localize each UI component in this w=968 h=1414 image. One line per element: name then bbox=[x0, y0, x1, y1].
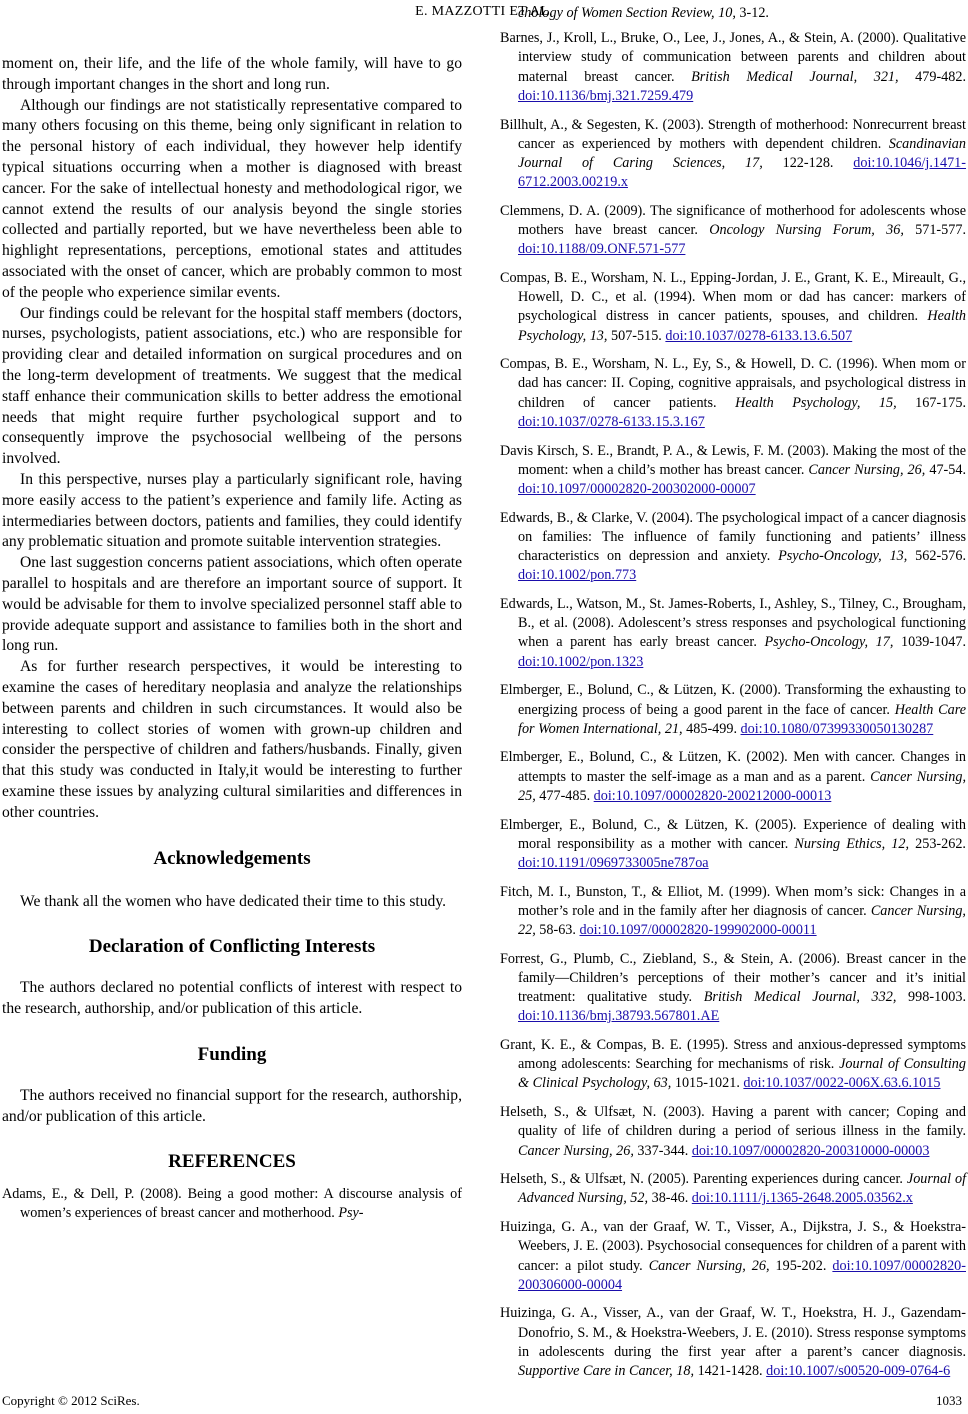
reference-pages: 3-12. bbox=[735, 5, 769, 21]
reference-entry bbox=[500, 1036, 966, 1094]
page-number: 1033 bbox=[936, 1393, 962, 1408]
doi-link[interactable]: doi:10.1097/00002820-199902000-00011 bbox=[579, 922, 817, 939]
reference-pages: 1015-1021. bbox=[671, 1075, 744, 1092]
reference-pages: 485-499. bbox=[682, 720, 741, 737]
reference-text: Elmberger, E., Bolund, C., & Lützen, K. (2005). Experience of dealing with moral responsibility as a mother with cancer. bbox=[500, 816, 966, 852]
doi-link[interactable]: doi:10.1037/0022-006X.63.6.1015 bbox=[743, 1075, 941, 1092]
funding-text: The authors received no financial support for the research, authorship, and/or publication of this article. bbox=[2, 1087, 462, 1126]
reference-text: Edwards, B., & Clarke, V. (2004). The psychological impact of a cancer diagnosis on families: The influence of family functioning and patients’ illness characteristics on depression and anxiety. bbox=[500, 509, 966, 565]
reference-entry bbox=[500, 442, 966, 500]
reference-journal: British Medical Journal, 321, bbox=[691, 68, 899, 85]
reference-journal: Psy- bbox=[338, 1204, 364, 1221]
reference-journal: Health Psychology, 13, bbox=[518, 308, 966, 344]
reference-text: Clemmens, D. A. (2009). The significance of motherhood for adolescents whose mothers have breast cancer. bbox=[500, 202, 966, 239]
reference-entry bbox=[500, 1304, 966, 1381]
doi-link[interactable]: doi:10.1111/j.1365-2648.2005.03562.x bbox=[691, 1190, 913, 1207]
reference-pages: 167-175. bbox=[896, 394, 966, 411]
reference-pages: 507-515. bbox=[607, 327, 666, 344]
doi-link[interactable]: doi:10.1191/0969733005ne787oa bbox=[518, 854, 709, 871]
doi-link[interactable]: doi:10.1097/00002820-200310000-00003 bbox=[691, 1142, 930, 1159]
reference-text: Elmberger, E., Bolund, C., & Lützen, K. (2002). Men with cancer. Changes in attempts to master the self-image as a man and as a parent. bbox=[500, 749, 966, 785]
reference-journal: Journal of Consulting & Clinical Psychology, 63, bbox=[518, 1056, 966, 1092]
copyright-footer: Copyright © 2012 SciRes. bbox=[2, 1393, 140, 1408]
reference-entry bbox=[500, 202, 966, 260]
reference-text: Billhult, A., & Segesten, K. (2003). Strength of motherhood: Nonrecurrent breast cancer as experienced by mothers with dependent children. bbox=[500, 116, 966, 152]
doi-link[interactable]: doi:10.1097/00002820-200212000-00013 bbox=[593, 787, 832, 804]
reference-pages: 562-576. bbox=[907, 548, 966, 565]
reference-journal: Nursing Ethics, 12, bbox=[794, 835, 910, 852]
reference-continuation bbox=[500, 4, 966, 23]
reference-text: Helseth, S., & Ulfsæt, N. (2003). Having a parent with cancer; Coping and quality of life of children during a period of serious illness in the family. bbox=[500, 1104, 966, 1140]
reference-entry bbox=[500, 116, 966, 193]
reference-text: Davis Kirsch, S. E., Brandt, P. A., & Lewis, F. M. (2003). Making the most of the moment: when a child’s mother has breast cancer. bbox=[500, 442, 966, 478]
doi-link[interactable]: doi:10.1002/pon.773 bbox=[518, 567, 637, 584]
reference-text: Huizinga, G. A., Visser, A., van der Graaf, W. T., Hoekstra, H. J., Gazendam-Donofrio, S. M., & Hoekstra-Weebers, J. E. (2010). Stress response symptoms in adolescents during the first year after a parent’s cancer diagnosis. bbox=[500, 1305, 966, 1360]
reference-entry bbox=[500, 1218, 966, 1295]
reference-entry bbox=[500, 1103, 966, 1161]
reference-text: Fitch, M. I., Bunston, T., & Elliot, M. (1999). When mom’s sick: Changes in a mother’s role and in the family after her diagnosis of cancer. bbox=[500, 883, 966, 919]
reference-journal: British Medical Journal, 332, bbox=[703, 989, 897, 1006]
reference-pages: 571-577. bbox=[903, 222, 966, 239]
reference-pages: 998-1003. bbox=[896, 989, 966, 1006]
reference-entry bbox=[500, 681, 966, 739]
reference-text: Edwards, L., Watson, M., St. James-Roberts, I., Ashley, S., Tilney, C., Brougham, B., et al. (2008). Adolescent’s stress responses and psychological functioning when a parent has early breast cancer. bbox=[500, 595, 966, 651]
reference-text: Compas, B. E., Worsham, N. L., Epping-Jordan, J. E., Grant, K. E., Mireault, G., Howell, D. C., et al. (1994). When mom or dad has cancer: markers of psychological distress in cancer patients, spouses, and children. bbox=[500, 269, 966, 325]
reference-entry bbox=[500, 748, 966, 806]
doi-link[interactable]: doi:10.1136/bmj.38793.567801.AE bbox=[518, 1008, 720, 1025]
body-paragraph: Although our findings are not statistically representative compared to many others focusing on this theme, being only significant in relation to the personal history of each individual, they however help identify typical situations occurring when a mother is diagnosed with breast cancer. For the sake of intellectual honesty and methodological rigor, we cannot extend the results of our analysis beyond the single stories collected and partially reported, but we have nevertheless been able to highlight representations, perceptions, emotional states and attitudes associated with the onset of cancer, which are probably common to most of the people who experience similar events. bbox=[2, 96, 462, 301]
reference-pages: 122-128. bbox=[762, 154, 854, 171]
reference-pages: 477-485. bbox=[535, 787, 594, 804]
reference-text: Huizinga, G. A., van der Graaf, W. T., Visser, A., Dijkstra, J. S., & Hoekstra-Weebers, J. E. (2003). Psychosocial consequences for children of a parent with cancer: a pilot study. bbox=[500, 1219, 966, 1274]
reference-entry bbox=[500, 595, 966, 672]
reference-journal: Cancer Nursing, 25, bbox=[518, 768, 966, 804]
running-header: E. MAZZOTTI ET AL. bbox=[415, 4, 553, 19]
reference-text: Elmberger, E., Bolund, C., & Lützen, K. (2000). Transforming the exhausting to energizing process of being a good parent in the face of cancer. bbox=[500, 682, 966, 718]
references-heading: REFERENCES bbox=[168, 1150, 296, 1172]
reference-entry bbox=[500, 1170, 966, 1208]
reference-journal: Cancer Nursing, 26, bbox=[808, 461, 926, 478]
reference-text: Barnes, J., Kroll, L., Bruke, O., Lee, J., Jones, A., & Stein, A. (2000). Qualitative interview study of communication between parents and children about maternal breast cancer. bbox=[500, 30, 966, 85]
doi-link[interactable]: doi:10.1007/s00520-009-0764-6 bbox=[766, 1363, 951, 1380]
reference-pages: 58-63. bbox=[535, 922, 580, 939]
reference-journal: Cancer Nursing, 22, bbox=[518, 902, 966, 939]
reference-entry bbox=[500, 269, 966, 346]
reference-pages: 479-482. bbox=[898, 68, 967, 85]
body-paragraph: moment on, their life, and the life of the whole family, will have to go through important changes in the short and long run. bbox=[2, 55, 462, 93]
reference-journal: Oncology Nursing Forum, 36, bbox=[709, 222, 904, 239]
reference-journal: Journal of Advanced Nursing, 52, bbox=[518, 1171, 967, 1207]
reference-journal: Cancer Nursing, 26, bbox=[518, 1142, 634, 1159]
reference-entry bbox=[500, 816, 966, 874]
reference-journal: Psycho-Oncology, 17, bbox=[764, 634, 894, 651]
doi-link[interactable]: doi:10.1037/0278-6133.13.6.507 bbox=[665, 327, 853, 344]
reference-entry bbox=[500, 355, 966, 432]
body-paragraph: As for further research perspectives, it would be interesting to examine the cases of hereditary neoplasia and analyze the relationships between parents and children in such circumstances. It would also be interesting to collect stories of women with grown-up children and consider the perspective of children and fathers/husbands. Finally, given that this study was conducted in Italy,it would be interesting to further examine these issues by analyzing cultural similarities and differences in other countries. bbox=[2, 658, 462, 821]
doi-link[interactable]: doi:10.1080/07399330050130287 bbox=[740, 720, 934, 737]
reference-text: Compas, B. E., Worsham, N. L., Ey, S., & Howell, D. C. (1996). When mom or dad has cancer: II. Coping, cognitive appraisals, and psychological distress in children of cancer patients. bbox=[500, 356, 966, 411]
reference-pages: 253-262. bbox=[909, 835, 966, 852]
conflict-text: The authors declared no potential conflicts of interest with respect to the research, authorship, and/or publication of this article. bbox=[2, 978, 462, 1017]
doi-link[interactable]: doi:10.1002/pon.1323 bbox=[518, 653, 644, 670]
acknowledgements-text: We thank all the women who have dedicated their time to this study. bbox=[20, 893, 447, 911]
reference-pages: 1039-1047. bbox=[893, 634, 966, 651]
reference-entry bbox=[500, 509, 966, 586]
funding-heading: Funding bbox=[197, 1044, 267, 1066]
reference-pages: 1421-1428. bbox=[694, 1363, 767, 1380]
doi-link[interactable]: doi:10.1046/j.1471-6712.2003.00219.x bbox=[518, 154, 966, 191]
reference-pages: 38-46. bbox=[648, 1190, 692, 1207]
reference-journal: Supportive Care in Cancer, 18, bbox=[518, 1363, 695, 1380]
doi-link[interactable]: doi:10.1037/0278-6133.15.3.167 bbox=[518, 413, 705, 430]
reference-text: Helseth, S., & Ulfsæt, N. (2005). Parenting experiences during cancer. bbox=[500, 1171, 907, 1188]
reference-entry bbox=[500, 29, 966, 106]
acknowledgements-heading: Acknowledgements bbox=[153, 848, 311, 870]
reference-journal: Cancer Nursing, 26, bbox=[648, 1257, 770, 1274]
reference-entry bbox=[500, 883, 966, 941]
reference-journal: Health Psychology, 15, bbox=[735, 394, 897, 411]
reference-text: Grant, K. E., & Compas, B. E. (1995). Stress and anxious-depressed symptoms among adolescents: Searching for mechanisms of risk. bbox=[500, 1037, 966, 1073]
body-paragraph: Our findings could be relevant for the hospital staff members (doctors, nurses, psychologists, patient associations, etc.) who are responsible for providing clear and detailed information on surgical procedures and on the long-term development of treatments. We suggest that the medical staff enhance their communication skills to better address the emotional needs that might require further psychological support and to consequently improve the psychosocial wellbeing of the persons involved. bbox=[2, 304, 462, 468]
body-paragraph: One last suggestion concerns patient associations, which often operate parallel to hospitals and are therefore an important source of support. It would be advisable for them to involve specialized personnel staff able to provide adequate support and assistance to families both in the short and long run. bbox=[2, 554, 462, 655]
reference-pages: 195-202. bbox=[769, 1257, 833, 1274]
doi-link[interactable]: doi:10.1097/00002820-200302000-00007 bbox=[518, 480, 756, 497]
body-paragraph: In this perspective, nurses play a particularly significant role, having more easily access to the patient’s experience and family life. Acting as intermediaries between doctors, patients and families, they could identify any problematic situation and promote suitable intervention strategies. bbox=[2, 470, 462, 551]
reference-entry bbox=[500, 950, 966, 1027]
doi-link[interactable]: doi:10.1097/00002820-200306000-00004 bbox=[518, 1257, 966, 1293]
reference-journal: Scandinavian Journal of Caring Sciences, 17, bbox=[518, 135, 966, 171]
reference-journal: Health Care for Women International, 21, bbox=[518, 701, 966, 737]
reference-entry bbox=[2, 1185, 462, 1223]
left-column bbox=[2, 54, 462, 1223]
reference-text: Adams, E., & Dell, P. (2008). Being a good mother: A discourse analysis of women’s experiences of breast cancer and motherhood. bbox=[2, 1185, 462, 1221]
reference-journal: chology of Women Section Review, 10, bbox=[518, 5, 736, 21]
doi-link[interactable]: doi:10.1188/09.ONF.571-577 bbox=[518, 241, 686, 258]
reference-pages: 337-344. bbox=[633, 1142, 692, 1159]
reference-text: Forrest, G., Plumb, C., Ziebland, S., & Stein, A. (2006). Breast cancer in the family—Children’s perceptions of their mother’s cancer and it’s initial treatment: qualitative study. bbox=[500, 950, 966, 1006]
reference-journal: Psycho-Oncology, 13, bbox=[778, 548, 908, 565]
reference-pages: 47-54. bbox=[925, 461, 966, 478]
right-column bbox=[500, 4, 966, 1391]
conflict-heading: Declaration of Conflicting Interests bbox=[88, 936, 376, 958]
doi-link[interactable]: doi:10.1136/bmj.321.7259.479 bbox=[518, 87, 694, 104]
